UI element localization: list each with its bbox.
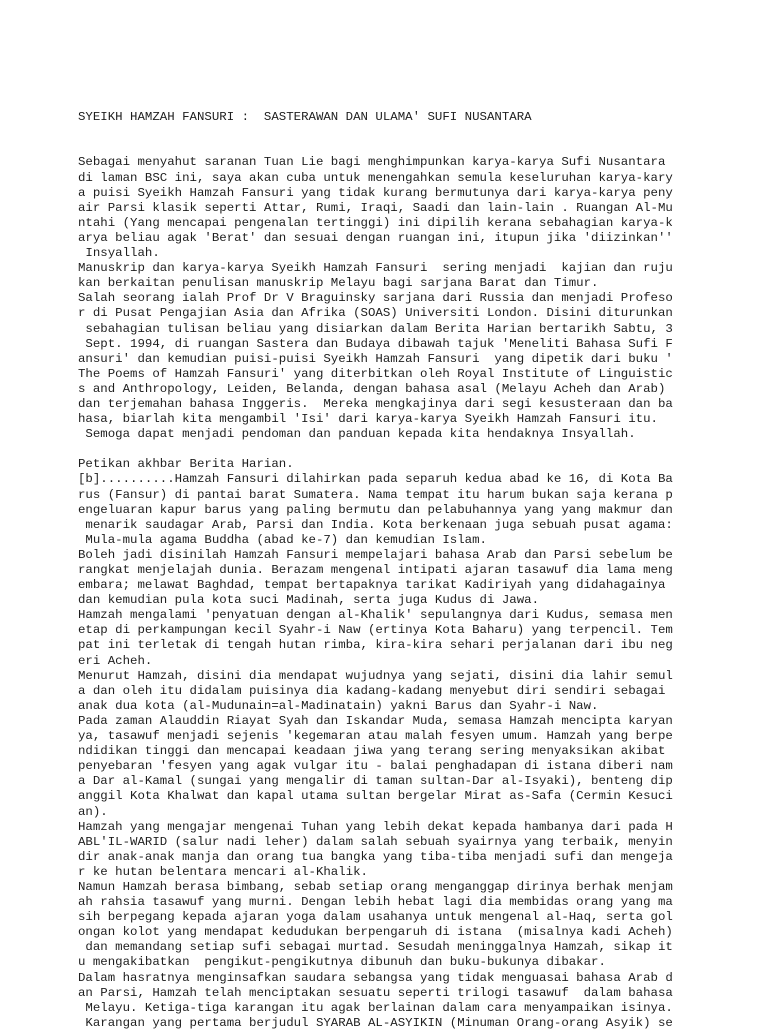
text-line: hasa, biarlah kita mengambil 'Isi' dari karya-karya Syeikh Hamzah Fansuri itu. [78, 412, 658, 427]
text-line: etap di perkampungan kecil Syahr-i Naw (ertinya Kota Baharu) yang terpencil. Tem [78, 623, 673, 638]
text-line: Hamzah mengalami 'penyatuan dengan al-Khalik' sepulangnya dari Kudus, semasa men [78, 608, 673, 623]
text-line: an). [78, 804, 108, 819]
text-line: Sebagai menyahut saranan Tuan Lie bagi menghimpunkan karya-karya Sufi Nusantara [78, 155, 666, 170]
text-line: Mula-mula agama Buddha (abad ke-7) dan kemudian Islam. [78, 532, 487, 547]
text-line: rus (Fansur) di pantai barat Sumatera. Nama tempat itu harum bukan saja kerana p [78, 487, 673, 502]
text-line: sih berpegang kepada ajaran yoga dalam usahanya untuk mengenal al-Haq, serta gol [78, 910, 673, 925]
text-line [78, 140, 768, 155]
text-line: sebahagian tulisan beliau yang disiarkan dalam Berita Harian bertarikh Sabtu, 3 [78, 321, 673, 336]
text-line: Hamzah yang mengajar mengenai Tuhan yang lebih dekat kepada hambanya dari pada H [78, 819, 673, 834]
text-line: [b]..........Hamzah Fansuri dilahirkan pada separuh kedua abad ke 16, di Kota Ba [78, 472, 673, 487]
text-line: Karangan yang pertama berjudul SYARAB AL-ASYIKIN (Minuman Orang-orang Asyik) se [78, 1015, 673, 1030]
text-line: eri Acheh. [78, 653, 153, 668]
text-line: u mengakibatkan pengikut-pengikutnya dibunuh dan buku-bukunya dibakar. [78, 955, 606, 970]
text-line: ntahi (Yang mencapai pengenalan tertinggi) ini dipilih kerana sebahagian karya-k [78, 215, 673, 230]
text-line: ya, tasawuf menjadi sejenis 'kegemaran atau malah fesyen umum. Hamzah yang berpe [78, 729, 673, 744]
text-line: menarik saudagar Arab, Parsi dan India. Kota berkenaan juga sebuah pusat agama: [78, 517, 673, 532]
document-title: SYEIKH HAMZAH FANSURI : SASTERAWAN DAN ULAMA' SUFI NUSANTARA [78, 110, 532, 125]
text-line: Manuskrip dan karya-karya Syeikh Hamzah Fansuri sering menjadi kajian dan ruju [78, 261, 673, 276]
text-line: ABL'IL-WARID (salur nadi leher) dalam salah sebuah syairnya yang terbaik, menyin [78, 834, 673, 849]
text-line: The Poems of Hamzah Fansuri' yang diterbitkan oleh Royal Institute of Linguistic [78, 366, 673, 381]
text-line: a Dar al-Kamal (sungai yang mengalir di taman sultan-Dar al-Isyaki), benteng dip [78, 774, 673, 789]
text-line: Pada zaman Alauddin Riayat Syah dan Iskandar Muda, semasa Hamzah mencipta karyan [78, 713, 673, 728]
text-line: Petikan akhbar Berita Harian. [78, 457, 294, 472]
text-line: dan kemudian pula kota suci Madinah, serta juga Kudus di Jawa. [78, 593, 540, 608]
text-line: Sept. 1994, di ruangan Sastera dan Budaya dibawah tajuk 'Meneliti Bahasa Sufi F [78, 336, 673, 351]
text-line: anak dua kota (al-Mudunain=al-Madinatain) yakni Barus dan Syahr-i Naw. [78, 698, 599, 713]
text-line: dan terjemahan bahasa Inggeris. Mereka mengkajinya dari segi kesusteraan dan ba [78, 396, 673, 411]
text-line: air Parsi klasik seperti Attar, Rumi, Iraqi, Saadi dan lain-lain . Ruangan Al-Mu [78, 200, 673, 215]
document-body [78, 80, 768, 1031]
text-line: dir anak-anak manja dan orang tua bangka yang tiba-tiba menjadi sufi dan mengeja [78, 849, 673, 864]
text-line: a dan oleh itu didalam puisinya dia kadang-kadang menyebut diri sendiri sebagai [78, 683, 666, 698]
text-line: penyebaran 'fesyen yang agak vulgar itu - balai penghadapan di istana diberi nam [78, 759, 673, 774]
text-line: Dalam hasratnya menginsafkan saudara sebangsa yang tidak menguasai bahasa Arab d [78, 970, 673, 985]
text-line: kan berkaitan penulisan manuskrip Melayu bagi sarjana Barat dan Timur. [78, 276, 599, 291]
text-line: ongan kolot yang mendapat kedudukan berpengaruh di istana (misalnya kadi Acheh) [78, 925, 673, 940]
text-line: pat ini terletak di tengah hutan rimba, kira-kira sehari perjalanan dari ibu neg [78, 638, 673, 653]
text-line: r di Pusat Pengajian Asia dan Afrika (SOAS) Universiti London. Disini diturunkan [78, 306, 673, 321]
text-line: dan memandang setiap sufi sebagai murtad. Sesudah meninggalnya Hamzah, sikap it [78, 940, 673, 955]
text-line: anggil Kota Khalwat dan kapal utama sultan bergelar Mirat as-Safa (Cermin Kesuci [78, 789, 673, 804]
text-line: engeluaran kapur barus yang paling bermutu dan pelabuhannya yang yang makmur dan [78, 502, 673, 517]
text-line: a puisi Syeikh Hamzah Fansuri yang tidak kurang bermutunya dari karya-karya peny [78, 185, 673, 200]
text-line: ah rahsia tasawuf yang murni. Dengan lebih hebat lagi dia membidas orang yang ma [78, 895, 673, 910]
text-line: embara; melawat Baghdad, tempat bertapaknya tarikat Kadiriyah yang didahagainya [78, 578, 666, 593]
text-line: Namun Hamzah berasa bimbang, sebab setiap orang menganggap dirinya berhak menjam [78, 879, 673, 894]
text-line: s and Anthropology, Leiden, Belanda, dengan bahasa asal (Melayu Acheh dan Arab) [78, 381, 666, 396]
text-line: ndidikan tinggi dan mencapai keadaan jiwa yang terang sering menyaksikan akibat [78, 744, 666, 759]
text-line [78, 442, 768, 457]
text-line: rangkat menjelajah dunia. Berazam mengenal intipati ajaran tasawuf dia lama meng [78, 563, 673, 577]
text-line: Insyallah. [78, 246, 160, 261]
text-line: di laman BSC ini, saya akan cuba untuk menengahkan semula keseluruhan karya-kary [78, 170, 673, 185]
text-line: Boleh jadi disinilah Hamzah Fansuri mempelajari bahasa Arab dan Parsi sebelum be [78, 547, 673, 562]
text-line: ansuri' dan kemudian puisi-puisi Syeikh Hamzah Fansuri yang dipetik dari buku ' [78, 351, 673, 366]
text-line: r ke hutan belentara mencari al-Khalik. [78, 864, 368, 879]
text-line: Menurut Hamzah, disini dia mendapat wujudnya yang sejati, disini dia lahir semul [78, 668, 673, 683]
text-line: Salah seorang ialah Prof Dr V Braguinsky sarjana dari Russia dan menjadi Profeso [78, 291, 673, 306]
text-line: an Parsi, Hamzah telah menciptakan sesuatu seperti trilogi tasawuf dalam bahasa [78, 985, 673, 1000]
text-line: arya beliau agak 'Berat' dan sesuai dengan ruangan ini, itupun jika 'diizinkan'' [78, 230, 673, 245]
text-line: Melayu. Ketiga-tiga karangan itu agak berlainan dalam cara menyampaikan isinya. [78, 1000, 673, 1015]
text-line: Semoga dapat menjadi pendoman dan panduan kepada kita hendaknya Insyallah. [78, 427, 636, 442]
